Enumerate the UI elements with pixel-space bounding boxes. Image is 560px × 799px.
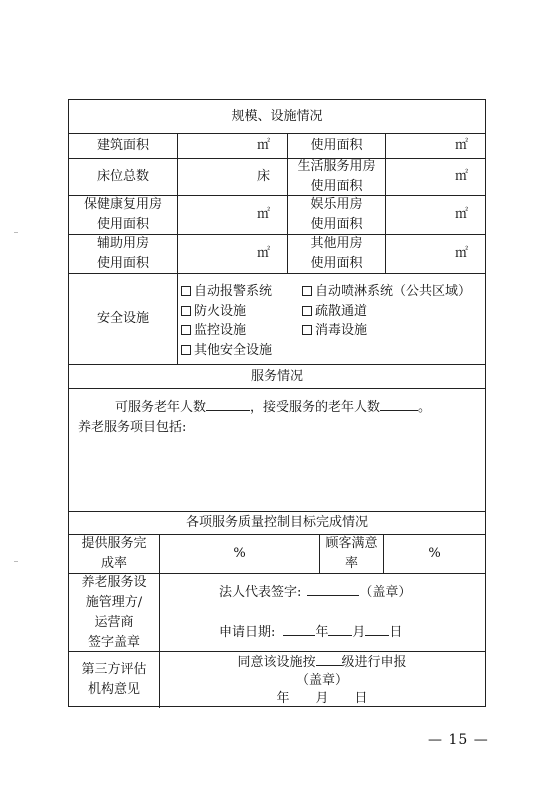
building-area-value[interactable]: [177, 134, 287, 158]
unit-m2: ㎡: [256, 246, 270, 261]
rehab-value[interactable]: [177, 196, 287, 234]
service-rate-value[interactable]: %: [159, 535, 319, 573]
unit-m2: ㎡: [454, 207, 468, 222]
option-monitoring[interactable]: 监控设施: [181, 321, 302, 341]
service-items-label: 养老服务项目包括:: [78, 420, 187, 435]
option-fire-prevention[interactable]: 防火设施: [181, 302, 302, 322]
third-party-opinion: [159, 652, 485, 708]
agree-line: 同意该设施按 级进行申报: [159, 652, 485, 672]
auxiliary-value[interactable]: [177, 235, 287, 273]
servable-count-blank[interactable]: [206, 397, 250, 411]
bed-row: [69, 158, 485, 195]
service-header-row: [69, 364, 485, 388]
third-party-label: 第三方评估 机构意见: [81, 662, 147, 697]
checkbox[interactable]: [181, 306, 191, 316]
legal-rep-signature-blank[interactable]: [307, 582, 359, 596]
unit-m2: ㎡: [256, 138, 270, 153]
unit-m2: ㎡: [256, 207, 270, 222]
checkbox[interactable]: [181, 325, 191, 335]
checkbox[interactable]: [181, 345, 191, 355]
third-party-row: [69, 651, 485, 708]
option-other-safety[interactable]: 其他安全设施: [181, 341, 272, 361]
entertainment-value[interactable]: [385, 196, 485, 234]
auxiliary-label: 辅助用房 使用面积: [96, 236, 149, 271]
rehab-row: [69, 195, 485, 234]
other-rooms-value[interactable]: [385, 235, 485, 273]
level-blank[interactable]: [316, 652, 342, 666]
opinion-date: 年 月 日: [276, 691, 368, 706]
operator-row: [69, 573, 485, 651]
facilities-section-title: 规模、设施情况: [231, 108, 323, 124]
served-count-blank[interactable]: [380, 397, 418, 411]
checkbox[interactable]: [302, 286, 312, 296]
option-disinfection[interactable]: 消毒设施: [302, 321, 367, 341]
unit-m2: ㎡: [454, 138, 468, 153]
area-row: [69, 133, 485, 158]
facilities-header-row: [69, 100, 485, 133]
quality-header-row: [69, 511, 485, 534]
checkbox[interactable]: [302, 306, 312, 316]
auxiliary-row: [69, 234, 485, 273]
option-fire-alarm[interactable]: 自动报警系统: [181, 282, 302, 302]
quality-row: [69, 534, 485, 573]
seal-text: （盖章）: [295, 673, 348, 688]
satisfaction-value[interactable]: %: [383, 535, 485, 573]
service-rate-label: 提供服务完 成率: [81, 536, 147, 571]
legal-rep-signature-line: 法人代表签字: （盖章）: [219, 582, 411, 603]
rehab-label: 保健康复用房 使用面积: [83, 197, 162, 232]
quality-section-title: 各项服务质量控制目标完成情况: [185, 515, 368, 530]
service-body-row: [69, 388, 485, 511]
page-number: — 15 —: [428, 732, 489, 748]
unit-m2: ㎡: [454, 169, 468, 184]
apply-date-line: 申请日期: 年 月 日: [219, 622, 402, 643]
unit-m2: ㎡: [454, 246, 468, 261]
living-service-value[interactable]: [385, 159, 485, 195]
option-sprinkler[interactable]: 自动喷淋系统（公共区域）: [302, 282, 471, 302]
bed-total-label: 床位总数: [96, 169, 149, 184]
satisfaction-label: 顾客满意 率: [319, 535, 383, 573]
month-blank[interactable]: [328, 622, 352, 636]
other-rooms-label: 其他用房 使用面积: [287, 235, 385, 273]
unit-bed: 床: [256, 169, 270, 184]
year-blank[interactable]: [283, 622, 315, 636]
entertainment-label: 娱乐用房 使用面积: [287, 196, 385, 234]
application-form-table: [68, 99, 486, 707]
living-service-label: 生活服务用房 使用面积: [287, 159, 385, 195]
safety-options: [181, 282, 471, 360]
safety-label: 安全设施: [96, 311, 149, 326]
usable-area-label: 使用面积: [287, 134, 385, 158]
bed-total-value[interactable]: [177, 159, 287, 195]
safety-row: [69, 273, 485, 364]
usable-area-value[interactable]: [385, 134, 485, 158]
building-area-label: 建筑面积: [96, 138, 149, 153]
checkbox[interactable]: [302, 325, 312, 335]
operator-label: 养老服务设 施管理方/ 运营商 签字盖章: [81, 574, 147, 650]
checkbox[interactable]: [181, 286, 191, 296]
option-evacuation[interactable]: 疏散通道: [302, 302, 367, 322]
service-section-title: 服务情况: [250, 368, 303, 384]
service-count-line: 可服务老年人数 ，接受服务的老年人数 。: [115, 397, 431, 418]
day-blank[interactable]: [365, 622, 389, 636]
